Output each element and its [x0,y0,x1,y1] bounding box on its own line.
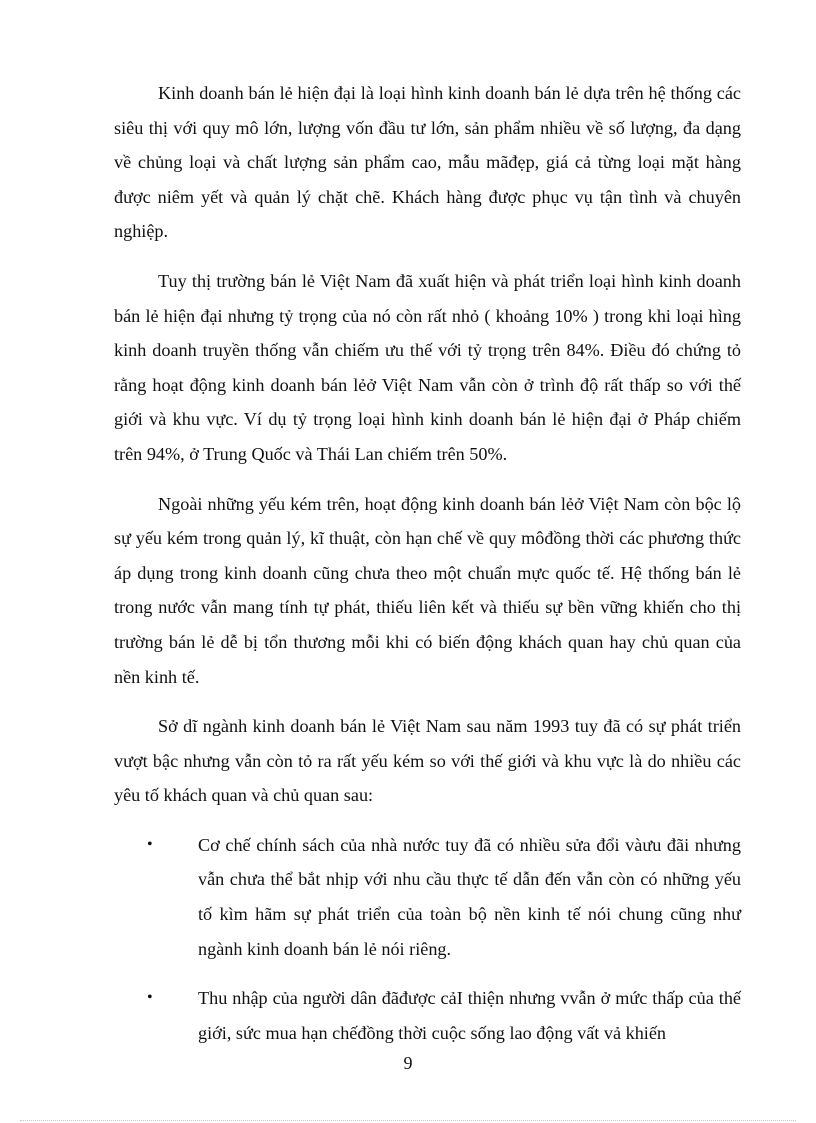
list-item-text: Thu nhập của người dân đãđược cảI thiện nhưng vvẫn ở mức thấp của thế giới, sức mua hạn chếđồng thời cuộc sống lao động vất vả khiến [198,988,741,1043]
bullet-icon: • [147,989,153,1007]
paragraph-causes-intro: Sở dĩ ngành kinh doanh bán lẻ Việt Nam sau năm 1993 tuy đã có sự phát triển vượt bậc nhưng vẫn còn tỏ ra rất yếu kém so với thế giới và khu vực là do nhiều các yêu tố khách quan và chủ quan sau: [114,716,741,806]
page-body [114,76,741,1065]
paragraph-weaknesses: Ngoài những yếu kém trên, hoạt động kinh doanh bán lẻở Việt Nam còn bộc lộ sự yếu kém trong quản lý, kĩ thuật, còn hạn chế về quy môđồng thời các phương thức áp dụng trong kinh doanh cũng chưa theo một chuẩn mực quốc tế. Hệ thống bán lẻ trong nước vẫn mang tính tự phát, thiếu liên kết và thiếu sự bền vững khiến cho thị trường bán lẻ dễ bị tổn thương mỗi khi có biến động khách quan hay chủ quan của nền kinh tế. [114,493,741,687]
paragraph-retail-modern: Kinh doanh bán lẻ hiện đại là loại hình kinh doanh bán lẻ dựa trên hệ thống các siêu thị với quy mô lớn, lượng vốn đầu tư lớn, sản phẩm nhiều về số lượng, đa dạng về chủng loại và chất lượng sản phẩm cao, mẫu mãđẹp, giá cả từng loại mặt hàng được niêm yết và quản lý chặt chẽ. Khách hàng được phục vụ tận tình và chuyên nghiệp. [114,83,741,242]
list-item-text: Cơ chế chính sách của nhà nước tuy đã có nhiều sửa đổi vàưu đãi nhưng vẫn chưa thể bắt nhịp với nhu cầu thực tế dẫn đến vẫn còn có những yếu tố kìm hãm sự phát triển của toàn bộ nền kinh tế nói chung cũng như ngành kinh doanh bán lẻ nói riêng. [198,834,741,959]
list-item-policy [114,828,741,966]
paragraph-market-share: Tuy thị trường bán lẻ Việt Nam đã xuất hiện và phát triển loại hình kinh doanh bán lẻ hiện đại nhưng tỷ trọng của nó còn rất nhỏ ( khoảng 10% ) trong khi loại hìng kinh doanh truyền thống vẫn chiếm ưu thế với tỷ trọng trên 84%. Điều đó chứng tỏ rằng hoạt động kinh doanh bán lẻở Việt Nam vẫn còn ở trình độ rất thấp so với thế giới và khu vực. Ví dụ tỷ trọng loại hình kinh doanh bán lẻ hiện đại ở Pháp chiếm trên 94%, ở Trung Quốc và Thái Lan chiếm trên 50%. [114,270,741,464]
causes-list [114,828,741,1051]
page-number: 9 [403,1053,413,1073]
list-item-income [114,981,741,1050]
page-bottom-divider [20,1120,796,1121]
bullet-icon: • [147,835,153,853]
